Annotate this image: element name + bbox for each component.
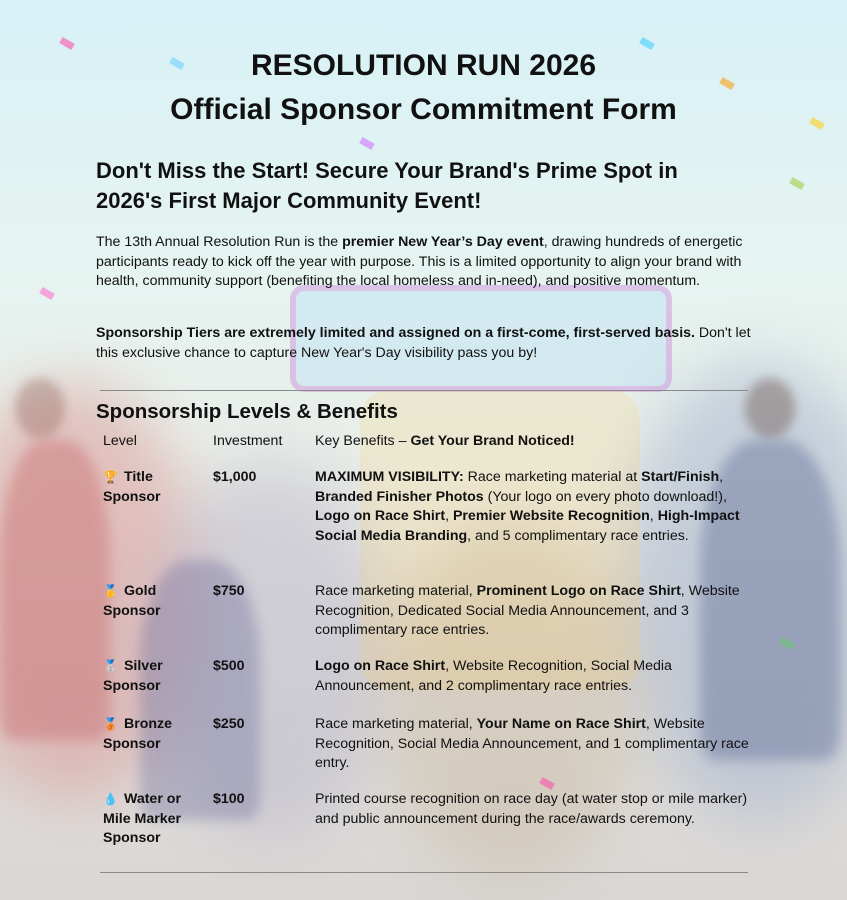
hook-heading-line-1: Don't Miss the Start! Secure Your Brand's Prime Spot in [96, 158, 678, 183]
limited-tiers-text: Don't let this exclusive chance to capture New Year's Day visibility pass you by! [96, 325, 751, 361]
tier-level-label: Bronze Sponsor [103, 716, 173, 752]
tier-level-label: Gold Sponsor [103, 583, 161, 619]
tier-level-label: Silver Sponsor [103, 658, 163, 694]
tier-level [103, 657, 203, 696]
tier-level [103, 715, 203, 754]
benefit-text: , [719, 469, 724, 485]
column-header-investment: Investment [213, 433, 283, 449]
benefit-text: Race marketing material, [315, 583, 477, 599]
tier-investment: $1,000 [213, 469, 257, 485]
column-header-benefits [315, 432, 763, 452]
trophy-icon: 🏆 [103, 470, 118, 484]
benefit-text: (Your logo on every photo download!), [483, 488, 727, 505]
benefit-highlight: MAXIMUM VISIBILITY: [315, 469, 464, 485]
tier-benefits [315, 468, 763, 546]
page-title-line-1: RESOLUTION RUN 2026 [250, 49, 597, 82]
column-header-level: Level [103, 433, 137, 449]
benefit-text: , and 5 complimentary race entries. [467, 527, 689, 544]
benefit-highlight: Premier Website Recognition [452, 508, 650, 524]
column-header-benefits-label: Key Benefits – [315, 433, 411, 449]
benefit-highlight: Logo on Race Shirt [315, 508, 446, 524]
benefit-text: Race marketing material at [463, 469, 642, 485]
tier-level-label: Title Sponsor [103, 469, 161, 505]
benefit-text: Printed course recognition on race day (at water stop or mile marker) and public announcement during the race/awards ceremony. [315, 791, 748, 827]
column-header-benefits-highlight: Get Your Brand Noticed! [410, 433, 575, 449]
divider-bottom [100, 872, 748, 873]
gold-medal-icon: 🥇 [103, 584, 118, 598]
tier-investment: $750 [213, 583, 245, 599]
page-title-line-2: Official Sponsor Commitment Form [170, 93, 677, 126]
tier-investment: $100 [213, 791, 245, 807]
benefit-highlight: High-Impact Social Media Branding [315, 508, 740, 544]
bronze-medal-icon: 🥉 [103, 717, 118, 731]
silver-medal-icon: 🥈 [103, 659, 118, 673]
benefit-text: , [649, 508, 658, 524]
benefit-text: , Website Recognition, Social Media Announcement, and 2 complimentary race entries. [315, 658, 672, 694]
tier-benefits [315, 790, 763, 829]
tier-benefits [315, 715, 763, 774]
intro-highlight: premier New Year’s Day event [342, 234, 544, 250]
limited-tiers-paragraph [96, 324, 762, 363]
limited-tiers-highlight: Sponsorship Tiers are extremely limited and assigned on a first-come, first-served basis. [96, 325, 695, 341]
benefit-text: Race marketing material, [315, 716, 477, 732]
intro-text-end: , drawing hundreds of energetic participants ready to kick off the year with purpose. This is a limited opportunity to align your brand with health, community support (benefiting the local homeless and in-need), and positive momentum. [96, 234, 743, 289]
water-drop-icon: 💧 [103, 792, 118, 806]
benefit-highlight: Start/Finish [641, 469, 720, 485]
benefit-text: , [445, 508, 453, 524]
tier-level [103, 790, 203, 849]
tier-benefits [315, 657, 763, 696]
tier-level [103, 582, 203, 621]
benefit-text: , Website Recognition, Social Media Announcement, and 1 complimentary race entry. [315, 716, 749, 771]
tier-benefits [315, 582, 763, 641]
tier-investment: $250 [213, 716, 245, 732]
levels-heading: Sponsorship Levels & Benefits [96, 400, 398, 423]
benefit-highlight: Branded Finisher Photos [315, 488, 484, 505]
benefit-highlight: Logo on Race Shirt [315, 658, 446, 674]
page-title [0, 44, 847, 132]
benefit-text: , Website Recognition, Dedicated Social Media Announcement, and 3 complimentary race entries. [315, 583, 740, 638]
hook-heading-line-2: 2026's First Major Community Event! [96, 188, 482, 213]
divider-top [100, 390, 748, 391]
tier-level-label: Water or Mile Marker Sponsor [103, 791, 182, 846]
benefit-highlight: Prominent Logo on Race Shirt [476, 583, 681, 599]
intro-paragraph [96, 233, 762, 292]
hook-heading [96, 156, 756, 216]
intro-text-start: The 13th Annual Resolution Run is the [96, 234, 343, 250]
tier-level [103, 468, 203, 507]
tier-investment: $500 [213, 658, 245, 674]
benefit-highlight: Your Name on Race Shirt [476, 716, 646, 732]
